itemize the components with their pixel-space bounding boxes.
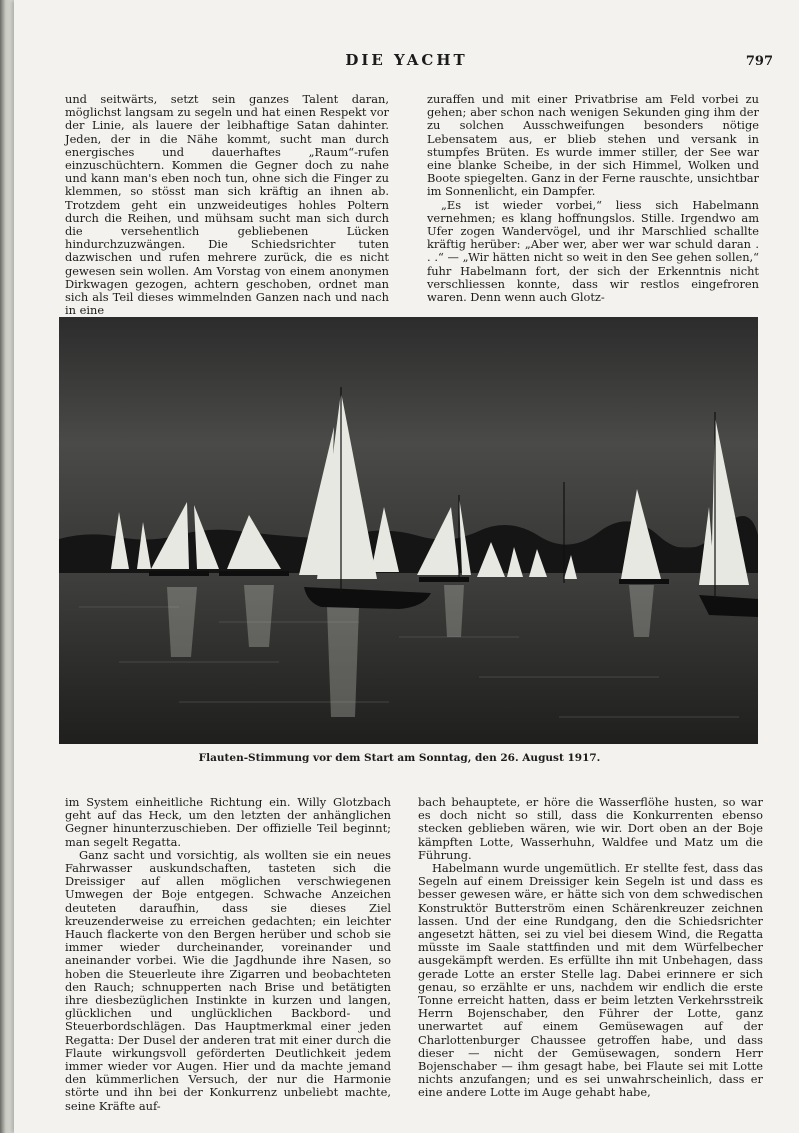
regatta-photograph <box>59 317 758 744</box>
sky <box>59 317 758 547</box>
running-head: DIE YACHT <box>345 51 468 69</box>
page-number: 797 <box>745 54 773 69</box>
paragraph: im System einheitliche Richtung ein. Willy Glotzbach geht auf das Heck, um den letzten der anhänglichen Gegner hinunterzuschieben. Der offizielle Teil beginnt; man segelt Regatta. <box>65 795 391 849</box>
paragraph: „Es ist wieder vorbei,“ liess sich Habelmann vernehmen; es klang hoffnungslos. Stille. Irgendwo am Ufer zogen Wandervögel, und ihr Marschlied schallte kräftig herüber: „Aber wer, aber wer war schuld daran . . .“ — „Wir hätten nicht so weit in den See gehen sollen,“ fuhr Habelmann fort, der sich der Erkenntnis nicht verschliessen konnte, dass wir restlos eingefroren waren. Denn wenn auch Glotz- <box>427 197 759 305</box>
paragraph: zuraffen und mit einer Privatbrise am Feld vorbei zu gehen; aber schon nach wenigen Sekunden ging ihm der zu solchen Ausschweifungen besonders nötige Lebensatem aus, er blieb stehen und versank in stumpfes Brüten. Es wurde immer stiller, der See war eine blanke Scheibe, in der sich Himmel, Wolken und Boote spiegelten. Ganz in der Ferne rauschte, unsichtbar im Sonnenlicht, ein Dampfer. <box>427 92 759 199</box>
text-column-bottom-right <box>418 796 763 1106</box>
paragraph: und seitwärts, setzt sein ganzes Talent daran, möglichst langsam zu segeln und hat einen Respekt vor der Linie, als lauere der leibhaftige Satan dahinter. Jeden, der in die Nähe kommt, sucht man durch energisches und dauerhaftes „Raum“-rufen einzuschüchtern. Kommen die Gegner doch zu nahe und kann man's eben noch tun, ohne sich die Finger zu klemmen, so stösst man sich kräftig an ihnen ab. Trotzdem geht ein unzweideutiges hohles Poltern durch die Reihen, und mühsam sucht man sich durch die versehentlich gebliebenen Lücken hindurchzuzwängen. Die Schiedsrichter tuten dazwischen und rufen mehrere zurück, die es nicht gewesen sein wollen. Am Vorstag von einem anonymen Dirkwagen gezogen, achtern geschoben, ordnet man sich als Teil dieses wimmelnden Ganzen nach und nach in eine <box>65 92 389 318</box>
page-binding-edge <box>0 0 14 1133</box>
paragraph: bach behauptete, er höre die Wasserflöhe husten, so war es doch nicht so still, dass die Konkurrenten ebenso stecken geblieben wären, wie wir. Dort oben an der Boje kämpften Lotte, Wasserhuhn, Waldfee und Matz um die Führung. <box>418 795 763 862</box>
text-column-bottom-left <box>65 795 391 1113</box>
paragraph: Habelmann wurde ungemütlich. Er stellte fest, dass das Segeln auf einem Dreissiger kein Segeln ist und dass es besser gewesen wäre, er hätte sich von dem schwedischen Konstruktör Butterström einen Schärenkreuzer zeichnen lassen. Und der eine Rundgang, den die Schiedsrichter angesetzt hätten, sei zu viel bei diesem Wind, die Regatta müsste im Saale stattfinden und mit dem Würfelbecher ausgekämpft werden. Es erfüllte ihn mit Unbehagen, dass gerade Lotte an erster Stelle lag. Dabei erinnere er sich genau, so erzählte er uns, nachdem wir endlich die erste Tonne erreicht hatten, dass er beim letzten Verkehrsstreik Herrn Bojenschaber, den Führer der Lotte, ganz unerwartet auf einem Gemüsewagen auf der Charlottenburger Chaussee getroffen habe, und dass dieser — nicht der Gemüsewagen, sondern Herr Bojenschaber — ihm gesagt habe, bei Flaute sei mit Lotte nichts anzufangen; und es sei unwahrscheinlich, dass er eine andere Lotte im Auge gehabt habe, <box>418 861 763 1100</box>
text-column-top-right <box>427 92 759 305</box>
paragraph: Ganz sacht und vorsichtig, als wollten sie ein neues Fahrwasser auskundschaften, tasteten sich die Dreissiger auf allen möglichen verschwiegenen Umwegen der Boje entgegen. Schwache Anzeichen deuteten daraufhin, dass sie dieses Ziel kreuzenderweise zu erreichen gedachten; ein leichter Hauch flackerte von den Bergen herüber und schob sie immer wieder durcheinander, voreinander und aneinander vorbei. Wie die Jagdhunde ihre Nasen, so hoben die Steuerleute ihre Zigarren und beobachteten den Rauch; schnupperten nach Brise und betätigten ihre diesbezüglichen Instinkte in kurzen und langen, glücklichen und unglücklichen Backbord- und Steuerbordschlägen. Das Hauptmerkmal einer jeden Regatta: Der Dusel der anderen trat mit einer durch die Flaute wirkungsvoll geförderten Deutlichkeit jedem immer wieder vor Augen. Hier und da machte jemand den kümmerlichen Versuch, der nur die Harmonie störte und ihn bei der Konkurrenz unbeliebt machte, seine Kräfte auf- <box>65 847 391 1113</box>
text-column-top-left <box>65 92 389 318</box>
figure-caption: Flauten-Stimmung vor dem Start am Sonntag, den 26. August 1917. <box>198 752 601 764</box>
